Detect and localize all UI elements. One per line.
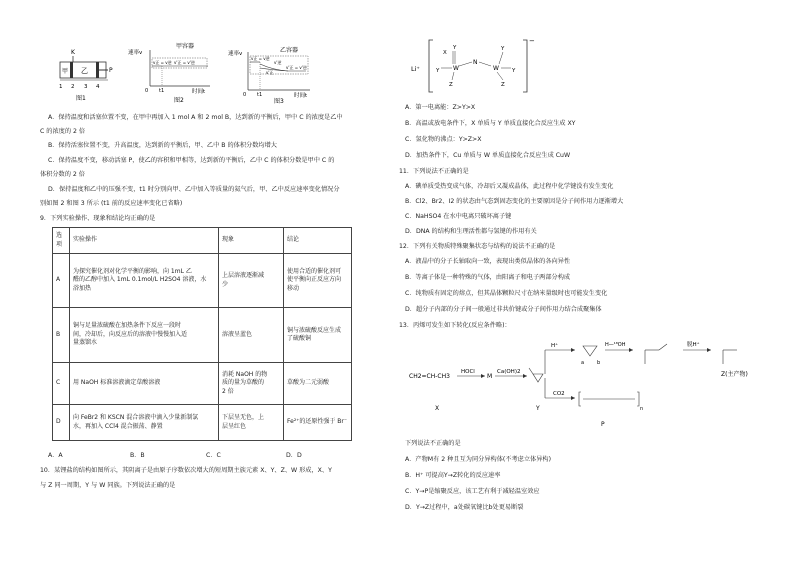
row-c-conclusion: 草酸为二元弱酸 xyxy=(284,363,352,405)
fig2-title: 甲容器 xyxy=(176,43,195,50)
q13-reaction-scheme xyxy=(405,334,777,434)
q8-option-c: C．保持温度不变，移动活塞 P，使乙的容积和甲相等，达到新的平衡后，乙中 C 的体积分数是甲中 C 的 xyxy=(48,157,335,164)
q11-option-a: A．碘单质受热变成气体，冷却后又凝成晶体，此过程中化学键没有发生变化 xyxy=(405,183,614,190)
q11-option-b: B．Cl2、Br2、I2 的状态由气态到固态变化的主要原因是分子间作用力逐渐增大 xyxy=(405,198,624,205)
fig1-caption: 图1 xyxy=(76,95,86,102)
table-header-row xyxy=(53,228,352,254)
q10-stem: 10．某锂盐的结构如图所示，其阴离子是由原子序数依次增大的短周期主族元素 X、Y、Z、W 形成，X、Y xyxy=(40,467,332,474)
q8-option-d-cont: 别如图 2 和图 3 所示 (t1 前的反应速率变化已省略) xyxy=(40,200,183,207)
row-a-phenomenon: 上层溶液逐渐减 少 xyxy=(219,254,284,308)
struct-y-top-left: Y xyxy=(453,45,457,51)
q9-choice-a: A．A xyxy=(48,452,63,459)
fig1-tick-2: 2 xyxy=(71,84,75,90)
scheme-deh: 脱H⁺ xyxy=(687,342,700,348)
struct-z-right: Z xyxy=(501,82,505,88)
fig3-caption: 图3 xyxy=(274,98,284,104)
fig3-origin: 0 xyxy=(243,92,247,98)
q8-option-c-cont: 体积分数的 2 倍 xyxy=(40,171,85,178)
q8-option-d: D．保持温度和乙中的压强不变，t1 时分别向甲、乙中加入等质量的氦气后，甲、乙中反应速率变化情况分 xyxy=(48,186,340,193)
scheme-m: M xyxy=(487,373,493,380)
fig3-v3: v'正 = v'逆 xyxy=(286,65,307,70)
fig1-tick-3: 3 xyxy=(84,84,88,90)
struct-li: Li⁺ xyxy=(411,65,420,73)
row-c-phenomenon: 消耗 NaOH 的物 质的量为草酸的 2 倍 xyxy=(219,363,284,405)
fig2-t1: t1 xyxy=(159,88,165,94)
scheme-a: a xyxy=(581,360,585,366)
fig3-title: 乙容器 xyxy=(280,47,299,54)
row-d-operation: 向 FeBr2 和 KSCN 混合溶液中滴入少量新制氯 水，再加入 CCl4 混合振荡、静置 xyxy=(70,405,219,441)
figure-3 xyxy=(228,46,310,104)
q9-choice-b: B．B xyxy=(130,452,145,459)
q13-option-b: B．H⁺ 可提高Y→Z转化的反应速率 xyxy=(405,472,501,479)
q9-stem: 9．下列实验操作、现象和结论均正确的是 xyxy=(40,215,156,222)
fig3-v: v正 = v逆 xyxy=(251,56,270,61)
q8-option-b: B．保持活塞位置不变，升高温度，达到新的平衡后，甲、乙中 B 的体积分数均增大 xyxy=(48,142,277,149)
scheme-p: P xyxy=(601,421,605,428)
struct-x-top: X xyxy=(443,50,447,56)
scheme-hplus: H⁺ xyxy=(551,343,559,349)
scheme-co2: CO2 xyxy=(553,391,565,397)
q13-option-c: C．Y→P是缩聚反应，该工艺有利于减轻温室效应 xyxy=(405,488,540,495)
scheme-h18oh: H—¹⁸OH xyxy=(605,342,626,348)
row-b-option: B xyxy=(53,308,70,363)
row-d-option: D xyxy=(53,405,70,441)
table-row xyxy=(53,254,352,308)
row-c-operation: 用 NaOH 标准溶液滴定草酸溶液 xyxy=(70,363,219,405)
q11-option-d: D．DNA 的结构和生理活性都与氢键的作用有关 xyxy=(405,228,537,235)
q12-option-a: A．液晶中的分子长轴取向一致，表现出类似晶体的各向异性 xyxy=(405,258,571,265)
q12-option-c: C．纯物质有固定的熔点，但其晶体颗粒尺寸在纳米量级时也可能发生变化 xyxy=(405,290,608,297)
q10-stem-cont: 与 Z 同一周期，Y 与 W 同族。下列说法正确的是 xyxy=(40,482,176,489)
struct-w-left: W xyxy=(453,65,459,72)
fig1-yi: 乙 xyxy=(81,67,88,75)
struct-z-left: Z xyxy=(449,82,453,88)
fig2-v: v正 = v逆 xyxy=(153,60,172,65)
scheme-start: CH2=CH-CH3 xyxy=(409,373,450,380)
q9-choice-d: D．D xyxy=(286,452,302,459)
fig1-k: K xyxy=(71,49,75,56)
scheme-b: b xyxy=(597,360,601,366)
fig3-ylabel: 速率v xyxy=(228,51,243,57)
struct-y-top-right: Y xyxy=(501,46,505,52)
q10-option-d: D．加热条件下，Cu 单质与 W 单质直接化合反应生成 CuW xyxy=(405,152,571,159)
scheme-n: n xyxy=(640,406,644,412)
q13-option-a: A．产物M有 2 种且互为同分异构体(不考虑立体异构) xyxy=(405,456,552,463)
figure-1 xyxy=(59,49,113,102)
struct-y-left: Y xyxy=(436,68,440,74)
fig1-jia: 甲 xyxy=(62,68,69,75)
q13-option-d: D．Y→Z过程中，a处碳氧键比b处更易断裂 xyxy=(405,504,524,511)
figures-row xyxy=(48,42,358,104)
struct-charge: − xyxy=(529,37,535,45)
scheme-x: X xyxy=(435,405,440,412)
row-d-conclusion: Fe²⁺的还原性强于 Br⁻ xyxy=(284,405,352,441)
table-row xyxy=(53,363,352,405)
row-c-option: C xyxy=(53,363,70,405)
header-phenomenon: 现象 xyxy=(219,228,284,254)
row-a-option: A xyxy=(53,254,70,308)
q10-option-b: B．高温或放电条件下，X 单质与 Y 单质直接化合反应生成 XY xyxy=(405,120,576,127)
q11-stem: 11．下列说法不正确的是 xyxy=(399,168,469,175)
q9-choice-c: C．C xyxy=(206,452,221,459)
row-a-conclusion: 使用合适的催化剂可 使平衡向正反应方向 移动 xyxy=(284,254,352,308)
fig1-tick-1: 1 xyxy=(59,84,63,90)
table-row xyxy=(53,405,352,441)
scheme-caoh: Ca(OH)2 xyxy=(497,369,521,375)
row-b-phenomenon: 溶液呈蓝色 xyxy=(219,308,284,363)
q8-option-a-cont: C 的浓度的 2 倍 xyxy=(40,128,86,135)
fig3-v2: v'正 xyxy=(266,70,274,75)
scheme-y: Y xyxy=(536,405,540,412)
q12-option-b: B．等离子体是一种特殊的气体，由阳离子和电子两部分构成 xyxy=(405,274,571,281)
fig2-v2: v'正 = v'逆 xyxy=(174,60,195,65)
row-b-operation: 铜与足量浓硫酸在加热条件下反应一段时 间，冷却后，向反应后的溶液中慢慢加入适 量蒸馏水 xyxy=(70,308,219,363)
fig3-v1: v'逆 xyxy=(274,60,282,65)
header-operation: 实验操作 xyxy=(70,228,219,254)
q9-table xyxy=(52,227,352,441)
fig1-p: P xyxy=(109,67,113,74)
q13-ask: 下列说法不正确的是 xyxy=(405,440,461,447)
scheme-z: Z(主产物) xyxy=(721,371,748,378)
row-d-phenomenon: 下层呈无色，上 层呈红色 xyxy=(219,405,284,441)
header-conclusion: 结论 xyxy=(284,228,352,254)
fig2-ylabel: 速率v xyxy=(128,50,143,56)
fig1-tick-4: 4 xyxy=(96,84,100,90)
struct-w-right: W xyxy=(493,65,499,72)
q13-stem: 13．丙烯可发生如下转化(反应条件略)： xyxy=(399,322,511,329)
figure-2 xyxy=(128,42,210,104)
q12-stem: 12．下列有关物质特殊聚集状态与结构的说法不正确的是 xyxy=(399,243,556,250)
fig2-origin: 0 xyxy=(145,88,149,94)
q8-option-a: A．保持温度和活塞位置不变，在甲中再加入 1 mol A 和 2 mol B，达到新的平衡后，甲中 C 的浓度是乙中 xyxy=(48,114,343,121)
q10-option-a: A．第一电离能：Z>Y>X xyxy=(405,104,476,111)
fig2-caption: 图2 xyxy=(174,97,184,104)
row-a-operation: 为探究催化剂对化学平衡的影响，向 1mL 乙 醛的乙醇中加入 1mL 0.1mol/L H2SO4 溶液，水 浴加热 xyxy=(70,254,219,308)
struct-n: N xyxy=(473,59,478,66)
fig3-t1: t1 xyxy=(257,92,263,98)
q12-option-d: D．超分子内部的分子间一般通过非共价键或分子间作用力结合成聚集体 xyxy=(405,306,602,313)
fig2-xlabel: 时间t xyxy=(192,89,206,95)
q10-structure xyxy=(409,34,539,96)
fig3-xlabel: 时间t xyxy=(294,93,308,99)
struct-y-right: Y xyxy=(512,68,516,74)
q10-option-c: C．氢化物的沸点：Y>Z>X xyxy=(405,136,482,143)
q11-option-c: C．NaHSO4 在水中电离只破坏离子键 xyxy=(405,213,512,220)
scheme-hocl: HOCl xyxy=(461,369,475,375)
row-b-conclusion: 铜与浓硫酸反应生成 了硫酸铜 xyxy=(284,308,352,363)
table-row xyxy=(53,308,352,363)
header-option: 选项 xyxy=(53,228,70,254)
